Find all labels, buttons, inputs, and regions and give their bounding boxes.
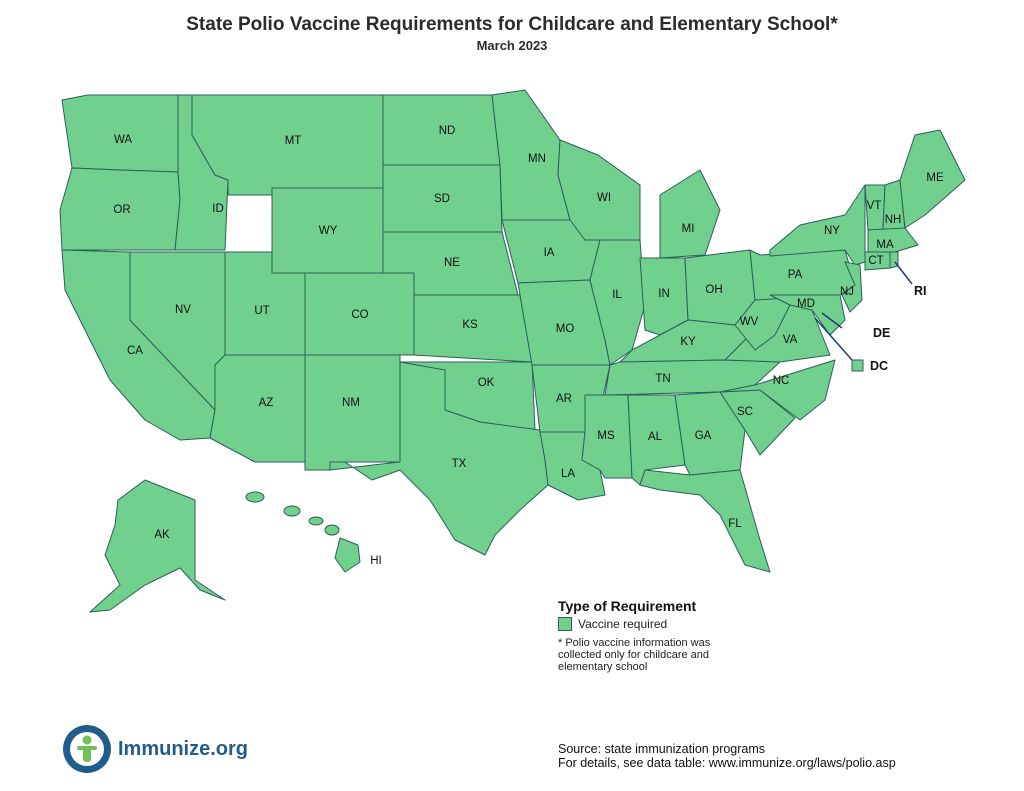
label-sd: SD [434, 193, 450, 205]
immunize-logo [62, 724, 248, 774]
details-line: For details, see data table: www.immunize.org/laws/polio.asp [558, 756, 896, 770]
label-mt: MT [284, 135, 302, 147]
label-ar: AR [556, 393, 572, 405]
label-il: IL [612, 289, 622, 301]
label-tn: TN [655, 373, 671, 385]
label-ny: NY [824, 225, 840, 237]
legend-item-label: Vaccine required [578, 617, 668, 631]
state-mi [660, 170, 720, 258]
state-nm [305, 355, 400, 470]
dc-swatch [852, 360, 863, 371]
label-mo: MO [555, 323, 575, 335]
label-az: AZ [258, 397, 274, 409]
label-mn: MN [528, 153, 546, 165]
map-title: State Polio Vaccine Requirements for Childcare and Elementary School* [186, 14, 838, 35]
state-ri [890, 252, 898, 268]
logo-wordmark: Immunize.org [118, 737, 249, 760]
label-id: ID [212, 203, 224, 215]
state-fl [640, 470, 770, 572]
label-hi: HI [370, 555, 382, 567]
label-or: OR [113, 204, 131, 216]
immunize-logo-icon [62, 724, 112, 774]
label-ct: CT [868, 255, 884, 267]
label-tx: TX [451, 458, 467, 470]
label-nc: NC [772, 375, 790, 387]
label-vt: VT [866, 200, 882, 212]
callout-line-ri [895, 262, 912, 284]
label-mi: MI [681, 223, 695, 235]
label-nd: ND [438, 125, 456, 137]
state-az [210, 355, 305, 462]
legend-swatch [558, 617, 572, 631]
label-ga: GA [694, 430, 712, 442]
legend-footnote: * Polio vaccine information was collected only for childcare and elementary school [558, 637, 711, 673]
label-ia: IA [543, 247, 555, 259]
label-ak: AK [154, 529, 170, 541]
callout-de: DE [873, 326, 891, 340]
label-oh: OH [705, 284, 723, 296]
label-pa: PA [787, 269, 803, 281]
map-subtitle: March 2023 [476, 38, 548, 53]
label-co: CO [351, 309, 369, 321]
label-ca: CA [127, 345, 143, 357]
label-la: LA [560, 468, 576, 480]
label-fl: FL [728, 518, 742, 530]
state-hi [246, 492, 360, 572]
label-me: ME [926, 172, 944, 184]
label-va: VA [782, 334, 798, 346]
legend-title: Type of Requirement [558, 598, 697, 614]
label-ky: KY [680, 336, 696, 348]
label-al: AL [647, 431, 663, 443]
state-ak [90, 480, 225, 612]
legend [558, 598, 758, 673]
label-wi: WI [596, 192, 612, 204]
label-ms: MS [597, 430, 615, 442]
callout-ri: RI [914, 284, 927, 298]
label-ok: OK [477, 377, 495, 389]
source-note [558, 742, 896, 770]
label-wv: WV [739, 316, 759, 328]
label-nm: NM [342, 397, 360, 409]
label-ut: UT [254, 305, 270, 317]
label-wy: WY [318, 225, 338, 237]
label-ma: MA [876, 239, 894, 251]
label-nj: NJ [839, 286, 855, 298]
legend-item [558, 617, 758, 631]
label-nh: NH [884, 214, 902, 226]
label-md: MD [797, 298, 815, 310]
callout-dc: DC [870, 359, 889, 373]
label-wa: WA [113, 134, 133, 146]
source-line: Source: state immunization programs [558, 742, 766, 756]
label-ne: NE [444, 257, 460, 269]
label-in: IN [658, 288, 670, 300]
label-nv: NV [175, 304, 191, 316]
label-ks: KS [462, 319, 478, 331]
label-sc: SC [737, 406, 753, 418]
